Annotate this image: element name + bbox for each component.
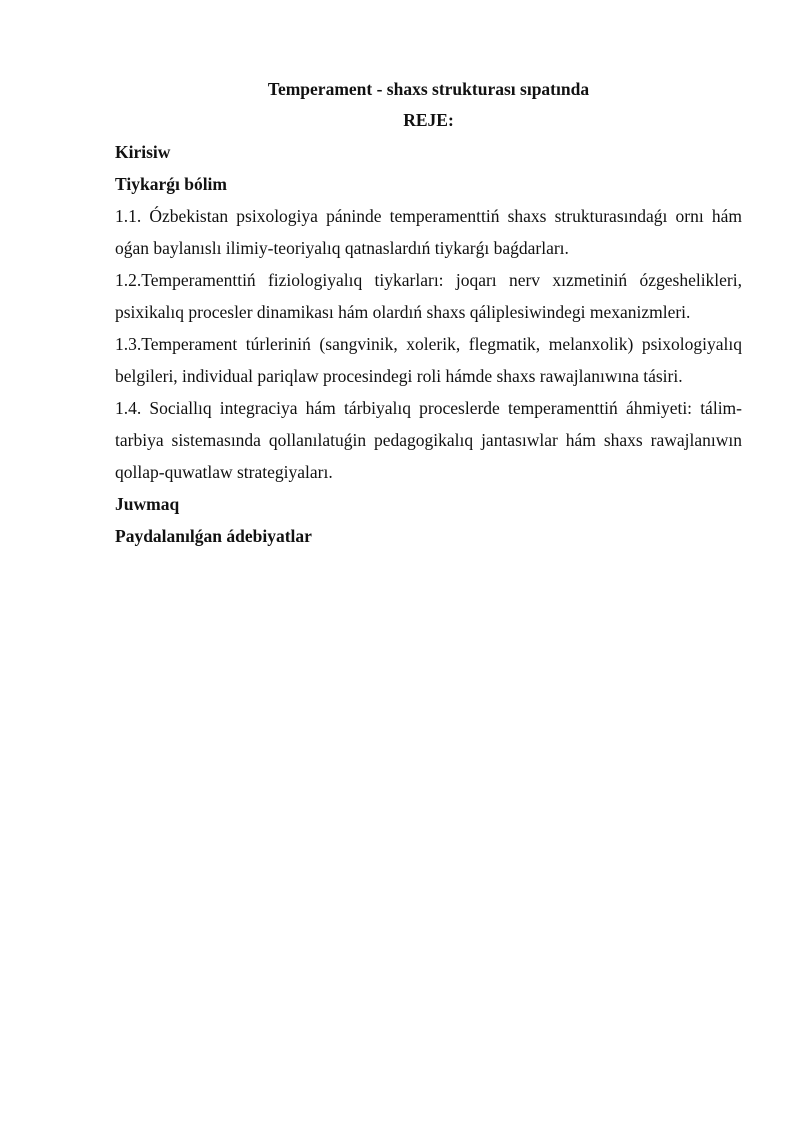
main-part-heading: Tiykarǵı bólim (115, 174, 227, 194)
document-title: Temperament - shaxs strukturası sıpatında (267, 79, 590, 99)
plan-item-1-1: 1.1. Ózbekistan psixologiya páninde temperamenttiń shaxs strukturasındaǵı ornı hám oǵan baylanıslı ilimiy-teoriyalıq qatnaslardıń tiykarǵı baǵdarları. (115, 206, 742, 258)
plan-item-1-2: 1.2.Temperamenttiń fiziologiyalıq tiykarları: joqarı nerv xızmetiniń ózgeshelikleri, psixikalıq procesler dinamikası hám olardıń shaxs qáliplesiwindegi mexanizmleri. (115, 270, 742, 322)
plan-item-1-3: 1.3.Temperament túrleriniń (sangvinik, xolerik, flegmatik, melanxolik) psixologiyalıq belgileri, individual pariqlaw procesindegi roli hámde shaxs rawajlanıwına tásiri. (115, 334, 742, 386)
plan-heading: REJE: (403, 110, 454, 130)
plan-item-1-4: 1.4. Sociallıq integraciya hám tárbiyalıq proceslerde temperamenttiń áhmiyeti: tálim-tarbiya sistemasında qollanılatuǵin pedagogikalıq jantasıwlar hám shaxs rawajlanıwın qollap-quwatlaw strategiyaları. (115, 398, 742, 482)
document-page (115, 74, 742, 552)
conclusion-heading: Juwmaq (115, 494, 180, 514)
references-heading: Paydalanılǵan ádebiyatlar (115, 526, 312, 546)
intro-heading: Kirisiw (115, 142, 171, 162)
